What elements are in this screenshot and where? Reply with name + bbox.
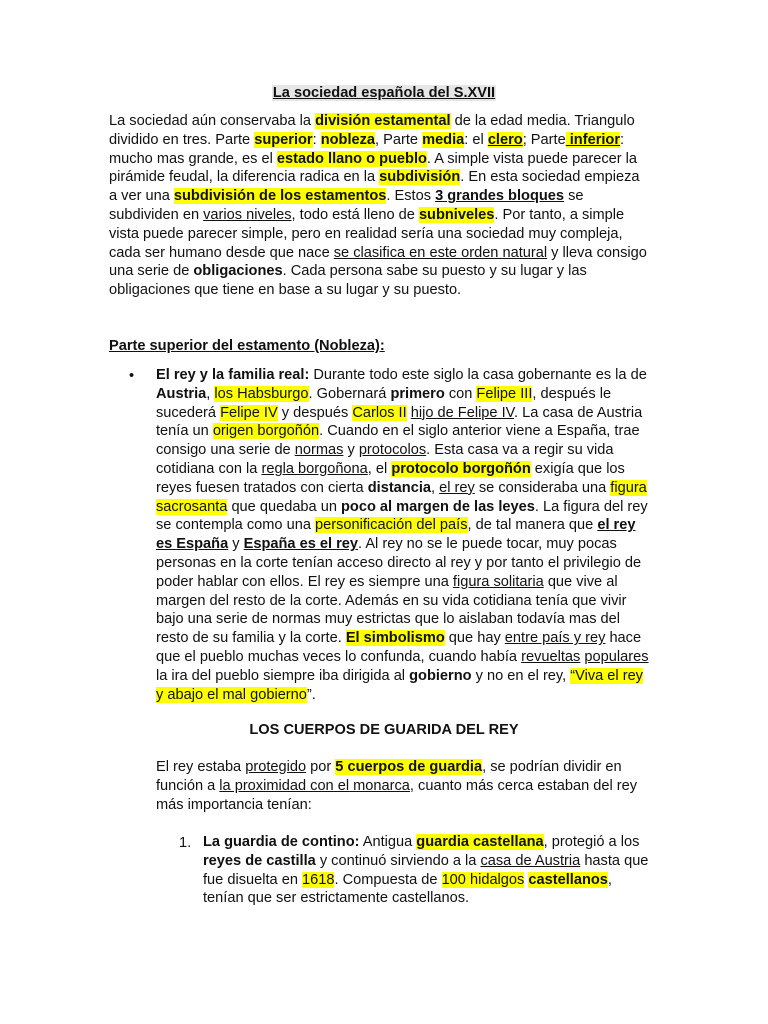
text-run: que hay bbox=[444, 630, 505, 647]
text-run: que vive al bbox=[543, 573, 618, 590]
highlighted-text: subdivisión bbox=[379, 169, 461, 186]
text-line bbox=[156, 422, 676, 441]
text-run: : el bbox=[464, 131, 488, 148]
text-line bbox=[109, 262, 669, 281]
text-line bbox=[156, 404, 676, 423]
text-run: y bbox=[228, 536, 244, 553]
text-run: , después le bbox=[532, 385, 612, 402]
text-line bbox=[109, 187, 669, 206]
text-run: poco al margen de las leyes bbox=[341, 498, 535, 515]
text-run: . Al rey no se le puede tocar, muy pocas bbox=[358, 536, 617, 553]
highlighted-text: 5 cuerpos de guardia bbox=[335, 759, 483, 775]
text-run: la proximidad con el monarca, bbox=[219, 777, 414, 794]
text-run: : bbox=[312, 131, 321, 148]
text-run: de la edad media. Triangulo bbox=[450, 113, 635, 129]
text-run: el rey bbox=[439, 479, 475, 496]
bullet-paragraph-rey bbox=[156, 366, 676, 704]
text-line bbox=[156, 479, 676, 498]
text-run: protegido bbox=[245, 759, 307, 775]
text-line bbox=[156, 610, 676, 629]
text-run: Antigua bbox=[359, 834, 417, 850]
text-run: , de tal manera que bbox=[467, 517, 598, 534]
text-line bbox=[156, 592, 676, 611]
highlighted-text: “Viva el rey bbox=[570, 667, 643, 684]
highlighted-text: 1618 bbox=[302, 871, 335, 888]
text-run: consigo una serie de bbox=[156, 442, 295, 459]
highlighted-text: 100 hidalgos bbox=[441, 871, 525, 888]
text-run: el rey bbox=[597, 517, 636, 534]
text-line bbox=[156, 796, 676, 815]
text-run: . Cada persona sabe su puesto y su lugar y las bbox=[282, 263, 587, 280]
text-run: hace bbox=[605, 630, 642, 647]
text-run: sucederá bbox=[156, 404, 221, 421]
guard-heading: LOS CUERPOS DE GUARIDA DEL REY bbox=[249, 722, 519, 738]
text-run: se consideraba una bbox=[474, 479, 611, 496]
text-run: que quedaba un bbox=[227, 498, 342, 515]
text-run: 3 grandes bloques bbox=[435, 188, 565, 205]
highlighted-text: clero bbox=[487, 131, 523, 148]
text-line bbox=[109, 244, 669, 263]
text-run: . La figura del rey bbox=[534, 498, 648, 515]
text-run: subdividen en bbox=[109, 206, 204, 223]
text-run: . Esta casa va a regir su vida bbox=[426, 442, 614, 459]
text-run: gobierno bbox=[409, 667, 472, 684]
text-run: dividido en tres. Parte bbox=[109, 131, 255, 148]
text-run: una serie de bbox=[109, 263, 194, 280]
highlighted-text: Felipe III bbox=[476, 385, 533, 402]
text-line bbox=[203, 871, 683, 890]
text-run: El rey y la familia real: bbox=[156, 367, 310, 383]
text-run: . Cuando en el siglo anterior viene a España, trae bbox=[319, 423, 640, 440]
text-line bbox=[203, 889, 683, 908]
text-run: tenían que ser estrictamente castellanos. bbox=[203, 890, 470, 907]
text-run: , bbox=[431, 479, 440, 496]
text-line bbox=[156, 385, 676, 404]
text-run: a ver una bbox=[109, 188, 174, 205]
text-run: distancia bbox=[367, 479, 431, 496]
text-line bbox=[109, 150, 669, 169]
text-run: casa de Austria bbox=[480, 852, 581, 869]
text-line bbox=[156, 686, 676, 705]
text-line bbox=[156, 758, 676, 777]
highlighted-text: castellanos bbox=[528, 871, 608, 888]
text-run: varios niveles bbox=[203, 206, 292, 223]
highlighted-text: personificación del país bbox=[315, 517, 468, 534]
text-run: cotidiana con la bbox=[156, 460, 262, 477]
text-run: y después bbox=[277, 404, 353, 421]
text-run: bajo una serie de normas muy estrictas que lo aislaban todavía mas del bbox=[156, 611, 621, 628]
text-run: por bbox=[306, 759, 336, 775]
text-run: revueltas bbox=[521, 648, 581, 665]
text-line bbox=[203, 852, 683, 871]
text-run: y no en el rey, bbox=[471, 667, 571, 684]
highlighted-text: protocolo borgoñón bbox=[391, 460, 531, 477]
text-run: tenía un bbox=[156, 423, 213, 440]
highlighted-text: Felipe IV bbox=[220, 404, 278, 421]
highlighted-text: los Habsburgo bbox=[214, 385, 309, 402]
text-run: La guardia de contino: bbox=[203, 834, 360, 850]
document-title: La sociedad española del S.XVII bbox=[272, 85, 496, 101]
text-run: , protegió a los bbox=[543, 834, 640, 850]
text-run: , Parte bbox=[375, 131, 423, 148]
text-run: es España bbox=[156, 536, 229, 553]
highlighted-text: estado llano o pueblo bbox=[276, 150, 427, 167]
text-run: que el pueblo muchas veces lo confunda, cuando había bbox=[156, 648, 522, 665]
text-run: margen del resto de la corte. Además en su vida cotidiana tenía que vivir bbox=[156, 592, 627, 609]
highlighted-text: subniveles bbox=[418, 206, 495, 223]
highlighted-text: subdivisión de los estamentos bbox=[173, 188, 387, 205]
highlighted-text: inferior bbox=[565, 131, 621, 148]
text-run: Austria bbox=[156, 385, 207, 402]
text-line bbox=[156, 366, 676, 385]
highlighted-text: sacrosanta bbox=[156, 498, 228, 515]
text-line bbox=[109, 225, 669, 244]
text-run: personas en la corte tenían acceso directo al rey y por tanto el privilegio de bbox=[156, 554, 642, 571]
text-run: hasta que bbox=[580, 852, 649, 869]
text-run: se bbox=[564, 188, 584, 205]
text-line bbox=[156, 535, 676, 554]
text-run: . Estos bbox=[386, 188, 436, 205]
text-line bbox=[109, 168, 669, 187]
section-heading-nobleza: Parte superior del estamento (Nobleza): bbox=[109, 338, 385, 354]
highlighted-text: figura bbox=[610, 479, 647, 496]
text-run: y continuó sirviendo a la bbox=[315, 852, 481, 869]
text-run: . En esta sociedad empieza bbox=[460, 169, 640, 186]
text-run: regla borgoñona bbox=[261, 460, 368, 477]
text-line bbox=[156, 667, 676, 686]
highlighted-text: media bbox=[422, 131, 465, 148]
highlighted-text: nobleza bbox=[320, 131, 376, 148]
text-run: . Gobernará bbox=[308, 385, 391, 402]
text-run: protocolos bbox=[358, 442, 427, 459]
text-run: hijo de Felipe IV bbox=[410, 404, 515, 421]
text-run: vista puede parecer simple, pero en realidad sería una sociedad muy compleja, bbox=[109, 225, 623, 242]
text-run: pirámide feudal, la diferencia radica en la bbox=[109, 169, 380, 186]
text-line bbox=[156, 498, 676, 517]
highlighted-text: división estamental bbox=[315, 113, 451, 129]
text-run: cuanto más cerca estaban del rey bbox=[413, 777, 638, 794]
text-run: España es el rey bbox=[243, 536, 359, 553]
text-run: resto de su familia y la corte. bbox=[156, 630, 346, 647]
bullet-marker: • bbox=[129, 368, 135, 384]
text-run: obligaciones que tiene en base a su lugar y su puesto. bbox=[109, 282, 462, 299]
intro-paragraph bbox=[109, 112, 669, 300]
text-run: exigía que los bbox=[530, 460, 625, 477]
highlighted-text: guardia castellana bbox=[416, 834, 544, 850]
text-line bbox=[109, 131, 669, 150]
text-line bbox=[156, 516, 676, 535]
text-line bbox=[203, 833, 683, 852]
text-run: poder hablar con ellos. El rey es siempre una bbox=[156, 573, 453, 590]
text-run: cada ser humano desde que nace bbox=[109, 244, 334, 261]
text-run: populares bbox=[584, 648, 649, 665]
text-run: , bbox=[206, 385, 215, 402]
text-line bbox=[156, 441, 676, 460]
text-run: , se podrían dividir en bbox=[482, 759, 622, 775]
text-run: obligaciones bbox=[193, 263, 283, 280]
text-run: entre país y rey bbox=[504, 630, 606, 647]
guard-intro-paragraph bbox=[156, 758, 676, 814]
highlighted-text: Carlos II bbox=[352, 404, 407, 421]
text-line bbox=[156, 648, 676, 667]
text-line bbox=[109, 112, 669, 131]
text-run: se contempla como una bbox=[156, 517, 315, 534]
list-item-guardia-contino bbox=[203, 833, 683, 908]
text-run: . La casa de Austria bbox=[514, 404, 643, 421]
text-run: , todo está lleno de bbox=[291, 206, 419, 223]
text-run: más importancia tenían: bbox=[156, 796, 312, 813]
text-run: la ira del pueblo siempre iba dirigida al bbox=[156, 667, 410, 684]
highlighted-text: superior bbox=[254, 131, 313, 148]
text-run: mucho mas grande, es el bbox=[109, 150, 277, 167]
text-run: primero bbox=[390, 385, 445, 402]
text-run: fue disuelta en bbox=[203, 871, 302, 888]
text-run: reyes fuesen tratados con cierta bbox=[156, 479, 368, 496]
text-line bbox=[156, 777, 676, 796]
text-run: reyes de castilla bbox=[203, 852, 316, 869]
text-line bbox=[156, 573, 676, 592]
text-line bbox=[109, 281, 669, 300]
highlighted-text: El simbolismo bbox=[345, 630, 445, 647]
text-run: . Por tanto, a simple bbox=[494, 206, 625, 223]
text-run: y lleva consigo bbox=[547, 244, 647, 261]
text-run: El rey estaba bbox=[156, 759, 246, 775]
text-run: función a bbox=[156, 777, 220, 794]
text-run: . A simple vista puede parecer la bbox=[426, 150, 638, 167]
text-run: normas bbox=[294, 442, 344, 459]
text-run: y bbox=[343, 442, 359, 459]
text-run: se clasifica en este orden natural bbox=[333, 244, 548, 261]
text-run: La sociedad aún conservaba la bbox=[109, 113, 316, 129]
text-run: , el bbox=[367, 460, 392, 477]
text-run: . Compuesta de bbox=[334, 871, 442, 888]
text-line bbox=[109, 206, 669, 225]
text-line bbox=[156, 629, 676, 648]
text-run: figura solitaria bbox=[452, 573, 544, 590]
text-line bbox=[156, 554, 676, 573]
text-run: ”. bbox=[306, 686, 316, 703]
text-run: , bbox=[607, 871, 612, 888]
highlighted-text: origen borgoñón bbox=[212, 423, 320, 440]
text-run: con bbox=[444, 385, 477, 402]
highlighted-text: y abajo el mal gobierno bbox=[156, 686, 307, 703]
text-line bbox=[156, 460, 676, 479]
text-run: : bbox=[620, 131, 625, 148]
text-run: Durante todo este siglo la casa gobernante es la de bbox=[309, 367, 647, 383]
text-run: ; Parte bbox=[522, 131, 566, 148]
list-number: 1. bbox=[179, 835, 192, 851]
